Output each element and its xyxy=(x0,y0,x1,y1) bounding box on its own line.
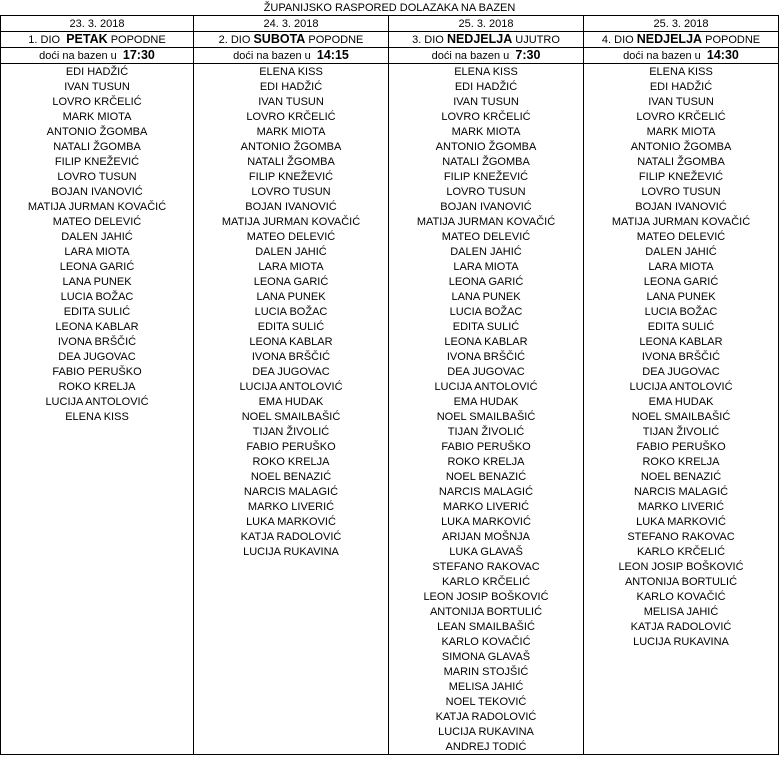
swimmer-name: LEONA GARIĆ xyxy=(194,274,389,289)
arrive-time: 14:30 xyxy=(706,48,739,62)
name-row xyxy=(1,649,779,664)
empty-cell xyxy=(1,514,194,529)
swimmer-name: DEA JUGOVAC xyxy=(584,364,779,379)
swimmer-name: MATIJA JURMAN KOVAČIĆ xyxy=(584,214,779,229)
swimmer-name: ELENA KISS xyxy=(584,64,779,80)
swimmer-name: LUCIA BOŽAC xyxy=(194,304,389,319)
part-label: 4. DIO xyxy=(601,34,634,46)
swimmer-name: ROKO KRELJA xyxy=(389,454,584,469)
empty-cell xyxy=(1,739,194,755)
empty-cell xyxy=(584,679,779,694)
swimmer-name: ANTONIJA BORTULIĆ xyxy=(584,574,779,589)
swimmer-name: EDI HADŽIĆ xyxy=(194,79,389,94)
swimmer-name: LOVRO TUSUN xyxy=(194,184,389,199)
swimmer-name: LEONA KABLAR xyxy=(194,334,389,349)
swimmer-name: IVAN TUSUN xyxy=(194,94,389,109)
empty-cell xyxy=(1,589,194,604)
swimmer-name: MARK MIOTA xyxy=(194,124,389,139)
empty-cell xyxy=(1,574,194,589)
swimmer-name: LARA MIOTA xyxy=(194,259,389,274)
swimmer-name: SIMONA GLAVAŠ xyxy=(389,649,584,664)
name-row xyxy=(1,334,779,349)
name-row xyxy=(1,364,779,379)
empty-cell xyxy=(194,739,389,755)
swimmer-name: EDITA SULIĆ xyxy=(389,319,584,334)
day-label: SUBOTA xyxy=(253,32,306,46)
swimmer-name: LUKA GLAVAŠ xyxy=(389,544,584,559)
swimmer-name: ANTONIO ŽGOMBA xyxy=(1,124,194,139)
date-row xyxy=(1,16,779,32)
part-row xyxy=(1,32,779,48)
swimmer-name: DALEN JAHIĆ xyxy=(1,229,194,244)
swimmer-name: ANTONIO ŽGOMBA xyxy=(584,139,779,154)
swimmer-name: LANA PUNEK xyxy=(194,289,389,304)
name-row xyxy=(1,499,779,514)
swimmer-name: NOEL BENAZIĆ xyxy=(584,469,779,484)
swimmer-name: EMA HUDAK xyxy=(584,394,779,409)
swimmer-name: TIJAN ŽIVOLIĆ xyxy=(389,424,584,439)
swimmer-name: KATJA RADOLOVIĆ xyxy=(194,529,389,544)
swimmer-name: MATEO DELEVIĆ xyxy=(584,229,779,244)
name-row xyxy=(1,184,779,199)
name-row xyxy=(1,484,779,499)
swimmer-name: EDI HADŽIĆ xyxy=(584,79,779,94)
swimmer-name: EDI HADŽIĆ xyxy=(1,64,194,80)
swimmer-name: EDI HADŽIĆ xyxy=(389,79,584,94)
swimmer-name: NOEL SMAILBAŠIĆ xyxy=(584,409,779,424)
part-label: 3. DIO xyxy=(412,34,444,46)
empty-cell xyxy=(194,709,389,724)
empty-cell xyxy=(194,679,389,694)
name-row xyxy=(1,424,779,439)
empty-cell xyxy=(1,664,194,679)
time-cell xyxy=(194,48,389,64)
swimmer-name: LOVRO TUSUN xyxy=(389,184,584,199)
arrive-time: 7:30 xyxy=(515,48,541,62)
empty-cell xyxy=(584,739,779,755)
swimmer-name: NARCIS MALAGIĆ xyxy=(194,484,389,499)
swimmer-name: MELISA JAHIĆ xyxy=(389,679,584,694)
swimmer-name: TIJAN ŽIVOLIĆ xyxy=(194,424,389,439)
swimmer-name: LEONA GARIĆ xyxy=(1,259,194,274)
swimmer-name: ANDREJ TODIĆ xyxy=(389,739,584,755)
swimmer-name: ELENA KISS xyxy=(389,64,584,80)
swimmer-name: LARA MIOTA xyxy=(584,259,779,274)
time-cell xyxy=(1,48,194,64)
swimmer-name: MATIJA JURMAN KOVAČIĆ xyxy=(389,214,584,229)
swimmer-name: NARCIS MALAGIĆ xyxy=(584,484,779,499)
swimmer-name: TIJAN ŽIVOLIĆ xyxy=(584,424,779,439)
empty-cell xyxy=(194,619,389,634)
name-row xyxy=(1,124,779,139)
empty-cell xyxy=(1,724,194,739)
swimmer-name: BOJAN IVANOVIĆ xyxy=(194,199,389,214)
swimmer-name: BOJAN IVANOVIĆ xyxy=(584,199,779,214)
swimmer-name: IVAN TUSUN xyxy=(584,94,779,109)
swimmer-name: IVONA BRŠČIĆ xyxy=(194,349,389,364)
swimmer-name: NARCIS MALAGIĆ xyxy=(389,484,584,499)
empty-cell xyxy=(584,724,779,739)
swimmer-name: EMA HUDAK xyxy=(389,394,584,409)
empty-cell xyxy=(194,559,389,574)
name-row xyxy=(1,214,779,229)
part-cell xyxy=(194,32,389,48)
name-row xyxy=(1,604,779,619)
arrive-time: 17:30 xyxy=(122,48,155,62)
empty-cell xyxy=(1,529,194,544)
swimmer-name: MARK MIOTA xyxy=(1,109,194,124)
name-row xyxy=(1,274,779,289)
swimmer-name: ARIJAN MOŠNJA xyxy=(389,529,584,544)
name-row xyxy=(1,514,779,529)
sheet-title: ŽUPANIJSKO RASPORED DOLAZAKA NA BAZEN xyxy=(1,0,779,16)
swimmer-name: DALEN JAHIĆ xyxy=(389,244,584,259)
swimmer-name: STEFANO RAKOVAC xyxy=(389,559,584,574)
swimmer-name: LUCIA BOŽAC xyxy=(1,289,194,304)
swimmer-name: IVONA BRŠČIĆ xyxy=(584,349,779,364)
empty-cell xyxy=(194,649,389,664)
empty-cell xyxy=(1,619,194,634)
empty-cell xyxy=(194,724,389,739)
swimmer-name: KARLO KOVAČIĆ xyxy=(584,589,779,604)
name-row xyxy=(1,664,779,679)
part-cell xyxy=(1,32,194,48)
name-row xyxy=(1,304,779,319)
swimmer-name: ELENA KISS xyxy=(1,409,194,424)
swimmer-name: EDITA SULIĆ xyxy=(194,319,389,334)
empty-cell xyxy=(1,559,194,574)
part-label: 1. DIO xyxy=(28,34,61,46)
arrive-label: doći na bazen u xyxy=(431,50,510,62)
swimmer-name: MARKO LIVERIĆ xyxy=(584,499,779,514)
name-row xyxy=(1,739,779,755)
swimmer-name: MARKO LIVERIĆ xyxy=(194,499,389,514)
time-cell xyxy=(584,48,779,64)
name-row xyxy=(1,349,779,364)
day-label: NEDJELJA xyxy=(446,32,513,46)
name-row xyxy=(1,679,779,694)
empty-cell xyxy=(1,424,194,439)
empty-cell xyxy=(1,649,194,664)
arrive-label: doći na bazen u xyxy=(39,50,117,62)
empty-cell xyxy=(584,694,779,709)
swimmer-name: LARA MIOTA xyxy=(1,244,194,259)
period-label: POPODNE xyxy=(308,34,364,46)
swimmer-name: LUCIJA ANTOLOVIĆ xyxy=(584,379,779,394)
swimmer-name: LOVRO KRČELIĆ xyxy=(584,109,779,124)
empty-cell xyxy=(1,604,194,619)
swimmer-name: LEAN SMAILBAŠIĆ xyxy=(389,619,584,634)
swimmer-name: KARLO KRČELIĆ xyxy=(584,544,779,559)
name-row xyxy=(1,439,779,454)
empty-cell xyxy=(194,664,389,679)
swimmer-name: NATALI ŽGOMBA xyxy=(389,154,584,169)
date-cell: 25. 3. 2018 xyxy=(389,16,584,32)
empty-cell xyxy=(194,634,389,649)
swimmer-name: MATIJA JURMAN KOVAČIĆ xyxy=(1,199,194,214)
date-cell: 24. 3. 2018 xyxy=(194,16,389,32)
name-row xyxy=(1,319,779,334)
empty-cell xyxy=(194,604,389,619)
name-row xyxy=(1,244,779,259)
arrive-label: doći na bazen u xyxy=(623,50,701,62)
swimmer-name: FABIO PERUŠKO xyxy=(584,439,779,454)
swimmer-name: MARKO LIVERIĆ xyxy=(389,499,584,514)
swimmer-name: FILIP KNEŽEVIĆ xyxy=(584,169,779,184)
name-row xyxy=(1,229,779,244)
name-row xyxy=(1,589,779,604)
empty-cell xyxy=(1,679,194,694)
swimmer-name: NOEL SMAILBAŠIĆ xyxy=(389,409,584,424)
swimmer-name: LUCIA BOŽAC xyxy=(584,304,779,319)
swimmer-name: EMA HUDAK xyxy=(194,394,389,409)
empty-cell xyxy=(1,469,194,484)
swimmer-name: LUCIJA ANTOLOVIĆ xyxy=(389,379,584,394)
swimmer-name: LARA MIOTA xyxy=(389,259,584,274)
name-row xyxy=(1,94,779,109)
time-cell xyxy=(389,48,584,64)
swimmer-name: DEA JUGOVAC xyxy=(194,364,389,379)
swimmer-name: KARLO KOVAČIĆ xyxy=(389,634,584,649)
empty-cell xyxy=(584,664,779,679)
name-row xyxy=(1,289,779,304)
period-label: POPODNE xyxy=(705,34,761,46)
swimmer-name: ROKO KRELJA xyxy=(584,454,779,469)
name-row xyxy=(1,694,779,709)
date-cell: 23. 3. 2018 xyxy=(1,16,194,32)
swimmer-name: MATEO DELEVIĆ xyxy=(1,214,194,229)
swimmer-name: FILIP KNEŽEVIĆ xyxy=(1,154,194,169)
day-label: PETAK xyxy=(66,32,108,46)
name-row xyxy=(1,199,779,214)
swimmer-name: MATEO DELEVIĆ xyxy=(389,229,584,244)
swimmer-name: LUCIA BOŽAC xyxy=(389,304,584,319)
swimmer-name: LUKA MARKOVIĆ xyxy=(389,514,584,529)
swimmer-name: MARK MIOTA xyxy=(584,124,779,139)
swimmer-name: IVONA BRŠČIĆ xyxy=(1,334,194,349)
swimmer-name: STEFANO RAKOVAC xyxy=(584,529,779,544)
swimmer-name: LOVRO TUSUN xyxy=(584,184,779,199)
name-row xyxy=(1,394,779,409)
swimmer-name: IVAN TUSUN xyxy=(389,94,584,109)
swimmer-name: NOEL SMAILBAŠIĆ xyxy=(194,409,389,424)
swimmer-name: BOJAN IVANOVIĆ xyxy=(389,199,584,214)
swimmer-name: LOVRO KRČELIĆ xyxy=(1,94,194,109)
name-row xyxy=(1,529,779,544)
swimmer-name: LEONA GARIĆ xyxy=(389,274,584,289)
time-row xyxy=(1,48,779,64)
swimmer-name: DEA JUGOVAC xyxy=(1,349,194,364)
swimmer-name: KATJA RADOLOVIĆ xyxy=(389,709,584,724)
swimmer-name: KATJA RADOLOVIĆ xyxy=(584,619,779,634)
swimmer-name: DALEN JAHIĆ xyxy=(194,244,389,259)
name-row xyxy=(1,109,779,124)
swimmer-name: EDITA SULIĆ xyxy=(1,304,194,319)
name-row xyxy=(1,724,779,739)
day-label: NEDJELJA xyxy=(636,32,703,46)
swimmer-name: FABIO PERUŠKO xyxy=(389,439,584,454)
name-row xyxy=(1,64,779,80)
swimmer-name: FILIP KNEŽEVIĆ xyxy=(194,169,389,184)
empty-cell xyxy=(584,709,779,724)
swimmer-name: LEON JOSIP BOŠKOVIĆ xyxy=(389,589,584,604)
swimmer-name: ANTONIO ŽGOMBA xyxy=(389,139,584,154)
period-label: POPODNE xyxy=(110,34,166,46)
empty-cell xyxy=(194,694,389,709)
swimmer-name: LUCIJA ANTOLOVIĆ xyxy=(1,394,194,409)
swimmer-name: NOEL BENAZIĆ xyxy=(389,469,584,484)
name-row xyxy=(1,709,779,724)
swimmer-name: ROKO KRELJA xyxy=(1,379,194,394)
swimmer-name: FABIO PERUŠKO xyxy=(194,439,389,454)
empty-cell xyxy=(194,574,389,589)
swimmer-name: LEONA KABLAR xyxy=(584,334,779,349)
part-cell xyxy=(389,32,584,48)
swimmer-name: MARK MIOTA xyxy=(389,124,584,139)
swimmer-name: NATALI ŽGOMBA xyxy=(1,139,194,154)
name-row xyxy=(1,619,779,634)
empty-cell xyxy=(1,634,194,649)
name-row xyxy=(1,454,779,469)
swimmer-name: LEONA KABLAR xyxy=(1,319,194,334)
swimmer-name: DEA JUGOVAC xyxy=(389,364,584,379)
empty-cell xyxy=(1,544,194,559)
swimmer-name: FABIO PERUŠKO xyxy=(1,364,194,379)
swimmer-name: MELISA JAHIĆ xyxy=(584,604,779,619)
part-label: 2. DIO xyxy=(218,34,251,46)
empty-cell xyxy=(194,589,389,604)
date-cell: 25. 3. 2018 xyxy=(584,16,779,32)
swimmer-name: ANTONIJA BORTULIĆ xyxy=(389,604,584,619)
empty-cell xyxy=(584,649,779,664)
name-row xyxy=(1,634,779,649)
swimmer-name: MATEO DELEVIĆ xyxy=(194,229,389,244)
swimmer-name: LUKA MARKOVIĆ xyxy=(194,514,389,529)
swimmer-name: MATIJA JURMAN KOVAČIĆ xyxy=(194,214,389,229)
name-row xyxy=(1,379,779,394)
swimmer-name: KARLO KRČELIĆ xyxy=(389,574,584,589)
swimmer-name: DALEN JAHIĆ xyxy=(584,244,779,259)
empty-cell xyxy=(1,454,194,469)
swimmer-name: NATALI ŽGOMBA xyxy=(194,154,389,169)
swimmer-name: IVONA BRŠČIĆ xyxy=(389,349,584,364)
name-row xyxy=(1,409,779,424)
swimmer-name: LANA PUNEK xyxy=(1,274,194,289)
swimmer-name: LUKA MARKOVIĆ xyxy=(584,514,779,529)
swimmer-name: BOJAN IVANOVIĆ xyxy=(1,184,194,199)
swimmer-name: LEON JOSIP BOŠKOVIĆ xyxy=(584,559,779,574)
swimmer-name: LOVRO KRČELIĆ xyxy=(194,109,389,124)
swimmer-name: NOEL BENAZIĆ xyxy=(194,469,389,484)
empty-cell xyxy=(1,499,194,514)
swimmer-name: LANA PUNEK xyxy=(389,289,584,304)
empty-cell xyxy=(1,439,194,454)
empty-cell xyxy=(1,484,194,499)
name-row xyxy=(1,544,779,559)
swimmer-name: LOVRO KRČELIĆ xyxy=(389,109,584,124)
swimmer-name: LUCIJA RUKAVINA xyxy=(584,634,779,649)
swimmer-name: FILIP KNEŽEVIĆ xyxy=(389,169,584,184)
swimmer-name: NOEL TEKOVIĆ xyxy=(389,694,584,709)
swimmer-name: ANTONIO ŽGOMBA xyxy=(194,139,389,154)
swimmer-name: LEONA KABLAR xyxy=(389,334,584,349)
name-row xyxy=(1,469,779,484)
swimmer-name: LUCIJA RUKAVINA xyxy=(389,724,584,739)
name-row xyxy=(1,259,779,274)
swimmer-name: LEONA GARIĆ xyxy=(584,274,779,289)
name-row xyxy=(1,559,779,574)
swimmer-name: MARIN STOJŠIĆ xyxy=(389,664,584,679)
swimmer-name: IVAN TUSUN xyxy=(1,79,194,94)
name-row xyxy=(1,139,779,154)
swimmer-name: EDITA SULIĆ xyxy=(584,319,779,334)
name-row xyxy=(1,154,779,169)
swimmer-name: LANA PUNEK xyxy=(584,289,779,304)
arrive-time: 14:15 xyxy=(316,48,349,62)
name-row xyxy=(1,169,779,184)
arrive-label: doći na bazen u xyxy=(233,50,311,62)
empty-cell xyxy=(1,709,194,724)
swimmer-name: LOVRO TUSUN xyxy=(1,169,194,184)
swimmer-name: NATALI ŽGOMBA xyxy=(584,154,779,169)
swimmer-name: ELENA KISS xyxy=(194,64,389,80)
name-row xyxy=(1,574,779,589)
name-row xyxy=(1,79,779,94)
period-label: UJUTRO xyxy=(515,34,560,46)
swimmer-name: LUCIJA ANTOLOVIĆ xyxy=(194,379,389,394)
swimmer-name: LUCIJA RUKAVINA xyxy=(194,544,389,559)
empty-cell xyxy=(1,694,194,709)
swimmer-name: ROKO KRELJA xyxy=(194,454,389,469)
part-cell xyxy=(584,32,779,48)
